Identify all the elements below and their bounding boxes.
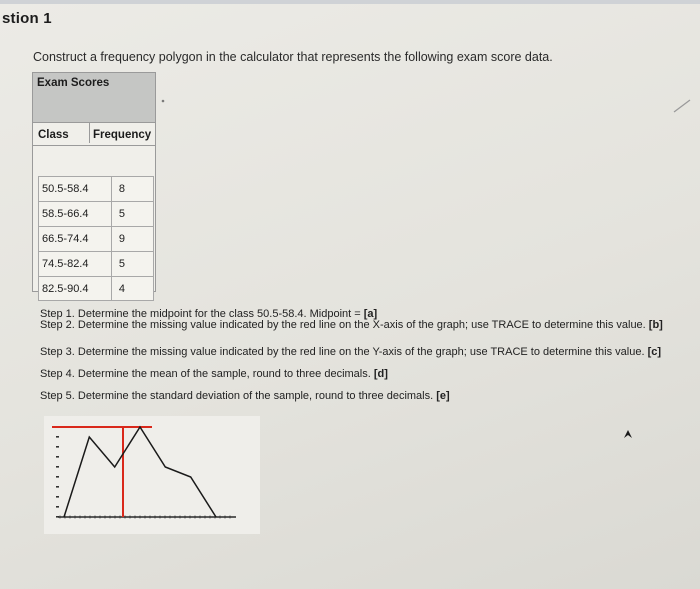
y-tick [56,456,59,458]
answer-blank-a[interactable]: [a] [363,308,378,320]
header-divider [89,123,90,143]
table-row [38,176,154,201]
frequency-polygon-line [64,427,216,517]
step-3-text: Step 3. Determine the missing value indicated by the red line on the Y-axis of the graph; use TRACE to determine this value. [40,346,648,358]
table-row [38,226,154,251]
table-row [38,276,154,301]
class-cell: 74.5-82.4 [42,258,89,270]
step-2 [40,319,663,331]
step-2-text: Step 2. Determine the missing value indicated by the red line on the X-axis of the graph; use TRACE to determine this value. [40,319,649,331]
frequency-polygon-graph [44,416,260,534]
class-column-header: Class [38,129,69,141]
class-cell: 58.5-66.4 [42,208,89,220]
answer-blank-c[interactable]: [c] [647,346,662,358]
class-cell: 50.5-58.4 [42,183,89,195]
y-tick [56,436,59,438]
frequency-cell: 5 [118,258,125,270]
y-tick [56,446,59,448]
header-underline [33,145,155,146]
frequency-cell: 5 [118,208,125,220]
step-1-text: Step 1. Determine the midpoint for the class 50.5-58.4. Midpoint = [40,308,364,320]
cell-divider [111,177,112,201]
frequency-cell: 4 [118,283,125,295]
step-4-text: Step 4. Determine the mean of the sample, round to three decimals. [40,368,374,380]
frequency-table [38,176,154,301]
table-row [38,251,154,276]
step-5 [40,390,450,402]
pen-mark-icon [672,98,692,114]
y-tick [56,476,59,478]
frequency-column-header: Frequency [93,129,152,141]
class-cell: 82.5-90.4 [42,283,89,295]
y-axis-ticks [56,426,59,518]
frequency-cell: 8 [118,183,125,195]
cursor-dot-icon [160,98,166,104]
table-row [38,201,154,226]
step-5-text: Step 5. Determine the standard deviation of the sample, round to three decimals. [40,390,437,402]
cell-divider [111,202,112,226]
mouse-pointer-icon [622,428,634,440]
instruction-text: Construct a frequency polygon in the calculator that represents the following exam score data. [33,50,553,64]
step-3 [40,346,661,358]
step-4 [40,368,388,380]
cell-divider [111,227,112,251]
y-tick [56,486,59,488]
y-tick [56,466,59,468]
y-tick [56,506,59,508]
cell-divider [111,277,112,300]
card-title: Exam Scores [33,73,155,123]
class-cell: 66.5-74.4 [42,233,89,245]
frequency-cell: 9 [118,233,125,245]
cell-divider [111,252,112,276]
answer-blank-d[interactable]: [d] [373,368,388,380]
top-bar [0,0,700,4]
answer-blank-e[interactable]: [e] [436,390,450,402]
question-title: stion 1 [2,10,52,27]
y-tick [56,496,59,498]
answer-blank-b[interactable]: [b] [648,319,663,331]
